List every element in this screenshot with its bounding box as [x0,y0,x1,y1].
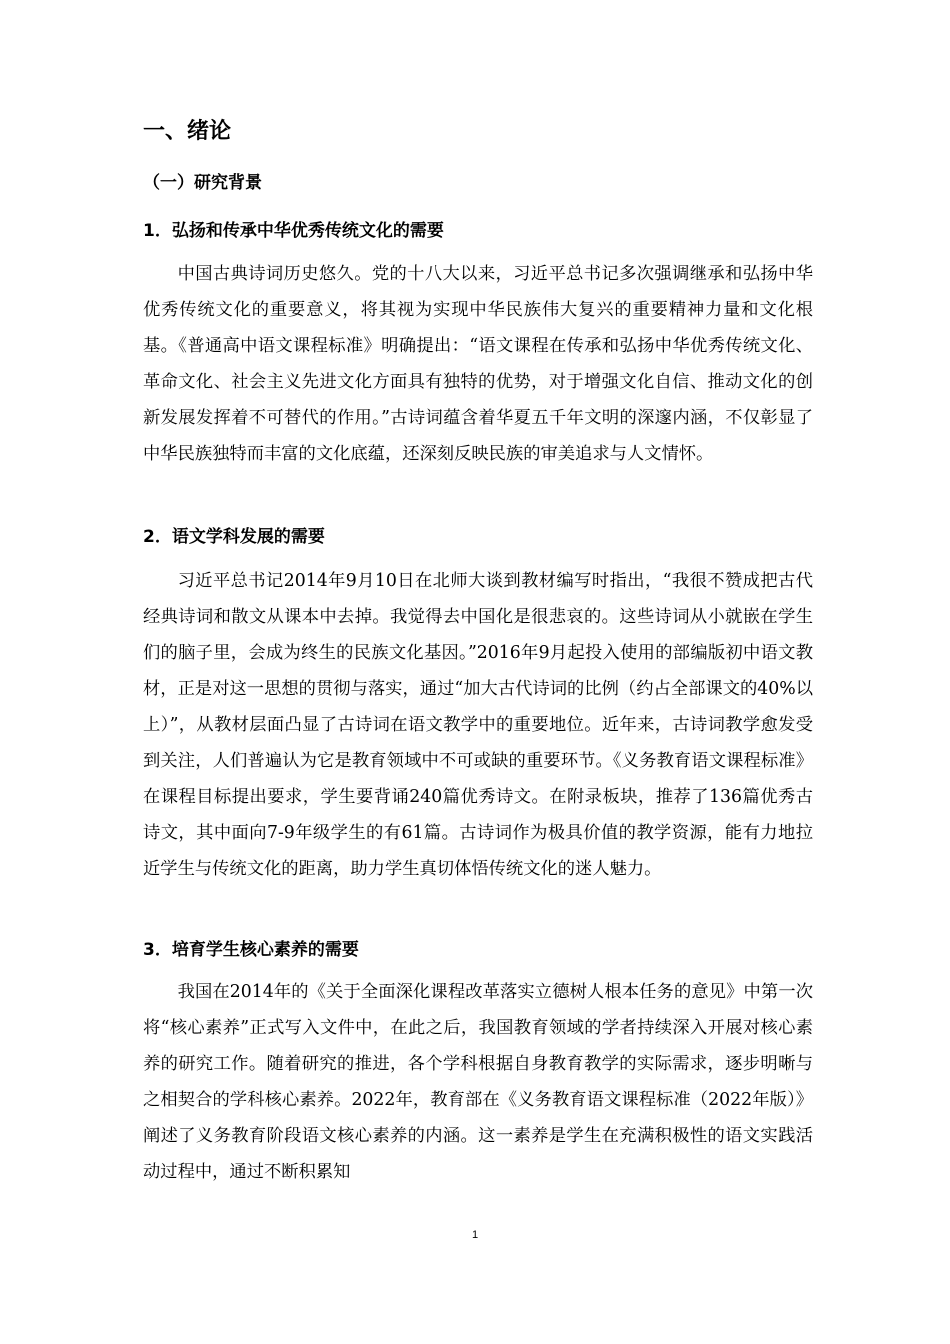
subsection-title-2: 2．语文学科发展的需要 [143,527,325,547]
subsection-title-3: 3．培育学生核心素养的需要 [143,940,359,960]
subsection-title-1: 1．弘扬和传承中华优秀传统文化的需要 [143,221,444,241]
page-number: 1 [471,1229,479,1241]
chapter-title: 一、绪论 [143,119,232,144]
section-title: （一）研究背景 [143,173,262,193]
paragraph-1: 中国古典诗词历史悠久。党的十八大以来，习近平总书记多次强调继承和弘扬中华优秀传统文化的重要意义，将其视为实现中华民族伟大复兴的重要精神力量和文化根基。《普通高中语文课程标准》明确提出：“语文课程在传承和弘扬中华优秀传统文化、革命文化、社会主义先进文化方面具有独特的优势，对于增强文化自信、推动文化的创新发展发挥着不可替代的作用。”古诗词蕴含着华夏五千年文明的深邃内涵，不仅彰显了中华民族独特而丰富的文化底蕴，还深刻反映民族的审美追求与人文情怀。 [143,264,813,464]
paragraph-2: 习近平总书记2014年9月10日在北师大谈到教材编写时指出，“我很不赞成把古代经典诗词和散文从课本中去掉。我觉得去中国化是很悲哀的。这些诗词从小就嵌在学生们的脑子里，会成为终生的民族文化基因。”2016年9月起投入使用的部编版初中语文教材，正是对这一思想的贯彻与落实，通过“加大古代诗词的比例（约占全部课文的40%以上）”，从教材层面凸显了古诗词在语文教学中的重要地位。近年来，古诗词教学愈发受到关注，人们普遍认为它是教育领域中不可或缺的重要环节。《义务教育语文课程标准》在课程目标提出要求，学生要背诵240篇优秀诗文。在附录板块，推荐了136篇优秀古诗文，其中面向7-9年级学生的有61篇。古诗词作为极具价值的教学资源，能有力地拉近学生与传统文化的距离，助力学生真切体悟传统文化的迷人魅力。 [143,571,813,879]
paragraph-3: 我国在2014年的《关于全面深化课程改革落实立德树人根本任务的意见》中第一次将“核心素养”正式写入文件中，在此之后，我国教育领域的学者持续深入开展对核心素养的研究工作。随着研究的推进，各个学科根据自身教育教学的实际需求，逐步明晰与之相契合的学科核心素养。2022年，教育部在《义务教育语文课程标准（2022年版）》阐述了义务教育阶段语文核心素养的内涵。这一素养是学生在充满积极性的语文实践活动过程中，通过不断积累知 [143,982,813,1182]
